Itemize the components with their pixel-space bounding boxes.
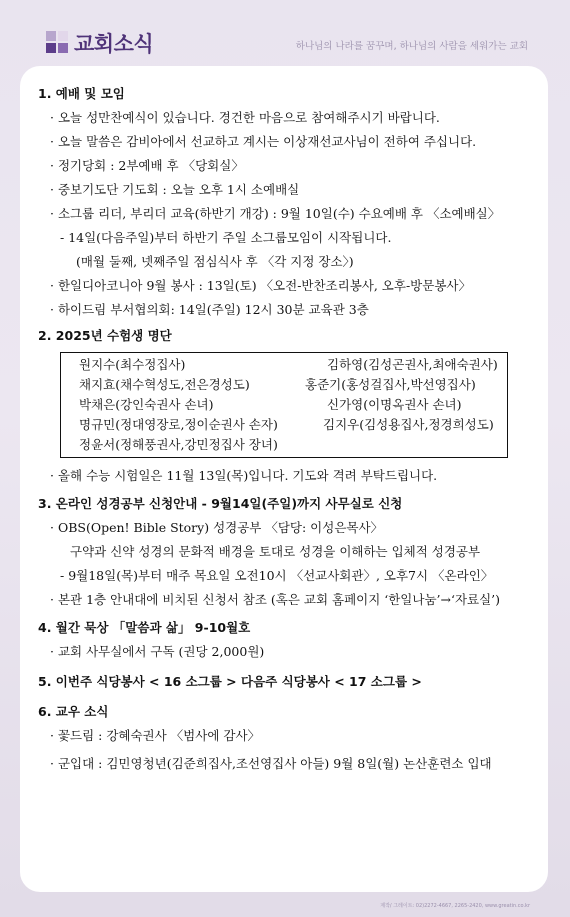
- s3-item-2: 구약과 신약 성경의 문화적 배경을 토대로 성경을 이해하는 입체적 성경공부: [70, 544, 481, 559]
- s4-item-1: · 교회 사무실에서 구독 (권당 2,000원): [50, 644, 265, 659]
- section-4-title: 4. 월간 묵상 「말씀과 삶」 9-10월호: [38, 620, 251, 635]
- s3-item-4: · 본관 1층 안내대에 비치된 신청서 참조 (혹은 교회 홈페이지 ‘한일나눔’→‘자료실’): [50, 592, 501, 607]
- church-slogan: 하나님의 나라를 꿈꾸며, 하나님의 사람을 세워가는 교회: [295, 41, 528, 52]
- s1-item-6: - 14일(다음주일)부터 하반기 주일 소그룹모임이 시작됩니다.: [60, 230, 392, 245]
- roster-entry: 홍준기(홍성걸집사,박선영집사): [305, 377, 476, 392]
- roster-entry: 채지효(채수혁성도,전은경성도): [79, 377, 250, 392]
- s3-item-1: · OBS(Open! Bible Story) 성경공부 〈담당: 이성은목사〉: [50, 520, 384, 535]
- section-5-title: 5. 이번주 식당봉사 < 16 소그룹 > 다음주 식당봉사 < 17 소그룹 >: [38, 674, 422, 689]
- roster-entry: 신가영(이명옥권사 손녀): [327, 397, 462, 412]
- section-3-title: 3. 온라인 성경공부 신청안내 - 9월14일(주일)까지 사무실로 신청: [38, 496, 403, 511]
- roster-entry: 정윤서(정해풍권사,강민정집사 장녀): [79, 437, 278, 452]
- section-2-title: 2. 2025년 수험생 명단: [38, 328, 172, 343]
- printer-credit: 제작/ 그레이트: 02)2272-4667, 2265-2420, www.greatin.co.kr: [380, 903, 530, 909]
- roster-entry: 원지수(최수정집사): [79, 357, 186, 372]
- s3-item-3: - 9월18일(목)부터 매주 목요일 오전10시 〈선교사회관〉, 오후7시 〈온라인〉: [60, 568, 494, 583]
- s1-item-5: · 소그룹 리더, 부리더 교육(하반기 개강) : 9월 10일(수) 수요예배 후 〈소예배실〉: [50, 206, 501, 221]
- roster-entry: 명규민(정대영장로,정이순권사 손자): [79, 417, 278, 432]
- s1-item-1: · 오늘 성만찬예식이 있습니다. 경건한 마음으로 참여해주시기 바랍니다.: [50, 110, 440, 125]
- news-card: [20, 66, 548, 892]
- s1-item-4: · 중보기도단 기도회 : 오늘 오후 1시 소예배실: [50, 182, 300, 197]
- roster-entry: 박채은(강인숙권사 손녀): [79, 397, 214, 412]
- s1-item-9: · 하이드림 부서협의회: 14일(주일) 12시 30분 교육관 3층: [50, 302, 369, 317]
- header: [0, 0, 570, 64]
- s1-item-2: · 오늘 말씀은 감비아에서 선교하고 계시는 이상재선교사님이 전하여 주십니다.: [50, 134, 477, 149]
- section-6-title: 6. 교우 소식: [38, 704, 109, 719]
- s6-item-1: · 꽃드림 : 강혜숙권사 〈범사에 감사〉: [50, 728, 261, 743]
- s1-item-7: (매월 둘째, 넷째주일 점심식사 후 〈각 지정 장소〉): [76, 254, 354, 269]
- section-1-title: 1. 예배 및 모임: [38, 86, 125, 101]
- s6-item-2: · 군입대 : 김민영청년(김준희집사,조선영집사 아들) 9월 8일(월) 논산훈련소 입대: [50, 756, 492, 771]
- page-title: 교회소식: [74, 32, 154, 56]
- roster-entry: 김하영(김성곤권사,최애숙권사): [327, 357, 498, 372]
- s1-item-3: · 정기당회 : 2부예배 후 〈당회실〉: [50, 158, 244, 173]
- church-logo-icon: [46, 31, 68, 53]
- exam-student-roster: [60, 352, 508, 458]
- roster-entry: 김지우(김성용집사,정경희성도): [323, 417, 494, 432]
- s1-item-8: · 한일디아코니아 9월 봉사 : 13일(토) 〈오전-반찬조리봉사, 오후-방문봉사〉: [50, 278, 471, 293]
- s2-note: · 올해 수능 시험일은 11월 13일(목)입니다. 기도와 격려 부탁드립니다.: [50, 468, 438, 483]
